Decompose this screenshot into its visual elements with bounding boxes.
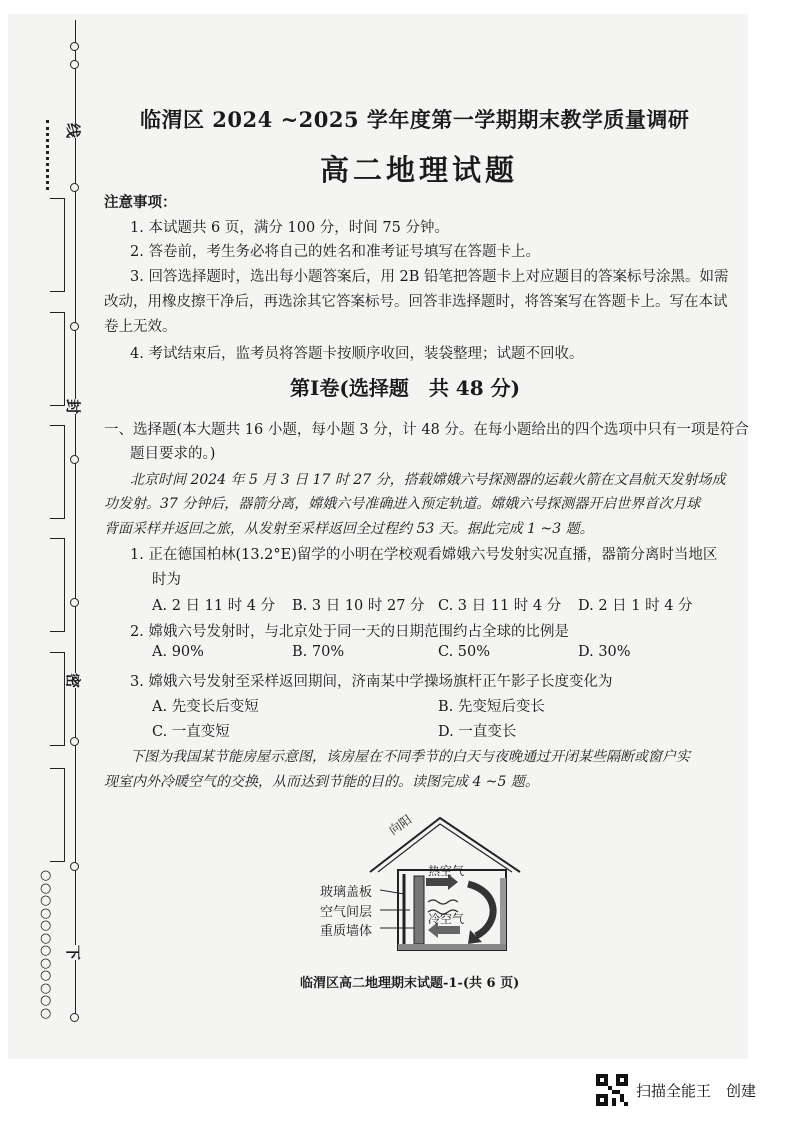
binding-hole (70, 455, 79, 464)
binding-char-xia: 下 (61, 945, 86, 960)
section-heading: 第Ⅰ卷(选择题 共 48 分) (290, 376, 521, 400)
page-footer: 临渭区高二地理期末试题-1-(共 6 页) (300, 976, 520, 991)
notice-heading: 注意事项： (104, 194, 177, 211)
q1-option-a: A. 2 日 11 时 4 分 (152, 598, 276, 614)
label-air-layer: 空气间层 (320, 905, 373, 920)
q2-option-d: D. 30% (578, 644, 631, 660)
binding-hole (70, 1013, 79, 1022)
label-heavy-wall: 重质墙体 (320, 924, 373, 939)
q1-option-c: C. 3 日 11 时 4 分 (438, 598, 562, 614)
label-cold-air: 冷空气 (428, 912, 465, 926)
info-box-bracket (50, 312, 65, 406)
q3-option-b: B. 先变短后变长 (438, 699, 545, 715)
margin-dots (46, 120, 55, 190)
scanner-watermark (596, 1074, 756, 1106)
passage-line: 北京时间 2024 年 5 月 3 日 17 时 27 分，搭载嫦娥六号探测器的运载火箭在文昌航天发射场成 (130, 472, 726, 488)
label-glass-cover: 玻璃盖板 (320, 885, 373, 900)
notice-line: 改动，用橡皮擦干净后，再选涂其它答案标号。回答非选择题时，将答案写在答题卡上。写在本试 (104, 294, 728, 310)
notice-line: 4. 考试结束后，监考员将答题卡按顺序收回，装袋整理；试题不回收。 (130, 346, 584, 362)
info-box-bracket (50, 198, 65, 292)
notice-line: 卷上无效。 (104, 319, 177, 335)
q3-option-d: D. 一直变长 (438, 724, 517, 740)
question-3-stem: 3. 嫦娥六号发射至采样返回期间，济南某中学操场旗杆正午影子长度变化为 (130, 674, 613, 690)
binding-hole (70, 60, 79, 69)
binding-char-feng: 封 (61, 399, 86, 414)
binding-hole (70, 42, 79, 51)
notice-line: 2. 答卷前，考生务必将自己的姓名和准考证号填写在答题卡上。 (130, 244, 540, 260)
exam-title: 临渭区 2024 ~2025 学年度第一学期期末教学质量调研 (140, 107, 690, 132)
margin-dots: ○ ○ ○ ○ ○ ○ ○ ○ ○ ○ ○ ○ (40, 868, 51, 1021)
passage-line: 下图为我国某节能房屋示意图，该房屋在不同季节的白天与夜晚通过开闭某些隔断或窗户实 (130, 749, 690, 765)
binding-hole (70, 322, 79, 331)
info-box-bracket (50, 768, 65, 862)
binding-hole (70, 598, 79, 607)
binding-hole (70, 737, 79, 746)
info-box-bracket (50, 538, 65, 632)
binding-char-xian: 线 (61, 123, 86, 138)
binding-hole (70, 183, 79, 192)
q2-option-c: C. 50% (438, 644, 491, 660)
question-2-stem: 2. 嫦娥六号发射时，与北京处于同一天的日期范围约占全球的比例是 (130, 624, 569, 640)
question-1-stem: 1. 正在德国柏林(13.2°E)留学的小明在学校观看嫦娥六号发射实况直播，器箭分离时当地区 (130, 547, 718, 563)
q3-option-a: A. 先变长后变短 (152, 699, 259, 715)
section-intro: 一、选择题(本大题共 16 小题，每小题 3 分，计 48 分。在每小题给出的四个选项中只有一项是符合 (104, 422, 749, 438)
label-sun-side: 向阳 (386, 812, 415, 838)
section-intro: 题目要求的。) (130, 446, 216, 462)
q1-option-d: D. 2 日 1 时 4 分 (578, 598, 693, 614)
q2-option-b: B. 70% (292, 644, 345, 660)
label-hot-air: 热空气 (428, 864, 465, 878)
qr-code-icon (596, 1074, 628, 1106)
question-1-stem: 时为 (152, 572, 181, 588)
passage-line: 现室内外冷暖空气的交换，从而达到节能的目的。读图完成 4 ~5 题。 (104, 774, 539, 790)
passage-line: 功发射。37 分钟后，器箭分离，嫦娥六号准确进入预定轨道。嫦娥六号探测器开启世界首次月球 (104, 496, 701, 512)
q3-option-c: C. 一直变短 (152, 724, 230, 740)
notice-line: 3. 回答选择题时，选出每小题答案后，用 2B 铅笔把答题卡上对应题目的答案标号涂黑。如需 (130, 269, 729, 285)
info-box-bracket (50, 425, 65, 519)
q1-option-b: B. 3 日 10 时 27 分 (292, 598, 425, 614)
binding-hole (70, 862, 79, 871)
binding-char-mi: 密 (61, 673, 86, 688)
info-box-bracket (50, 652, 65, 746)
subject-title: 高二地理试题 (320, 153, 519, 187)
watermark-text: 扫描全能王 创建 (636, 1081, 757, 1100)
q2-option-a: A. 90% (152, 644, 204, 660)
passage-line: 背面采样并返回之旅，从发射至采样返回全过程约 53 天。据此完成 1 ~3 题。 (104, 521, 594, 537)
notice-line: 1. 本试题共 6 页，满分 100 分，时间 75 分钟。 (130, 220, 449, 236)
